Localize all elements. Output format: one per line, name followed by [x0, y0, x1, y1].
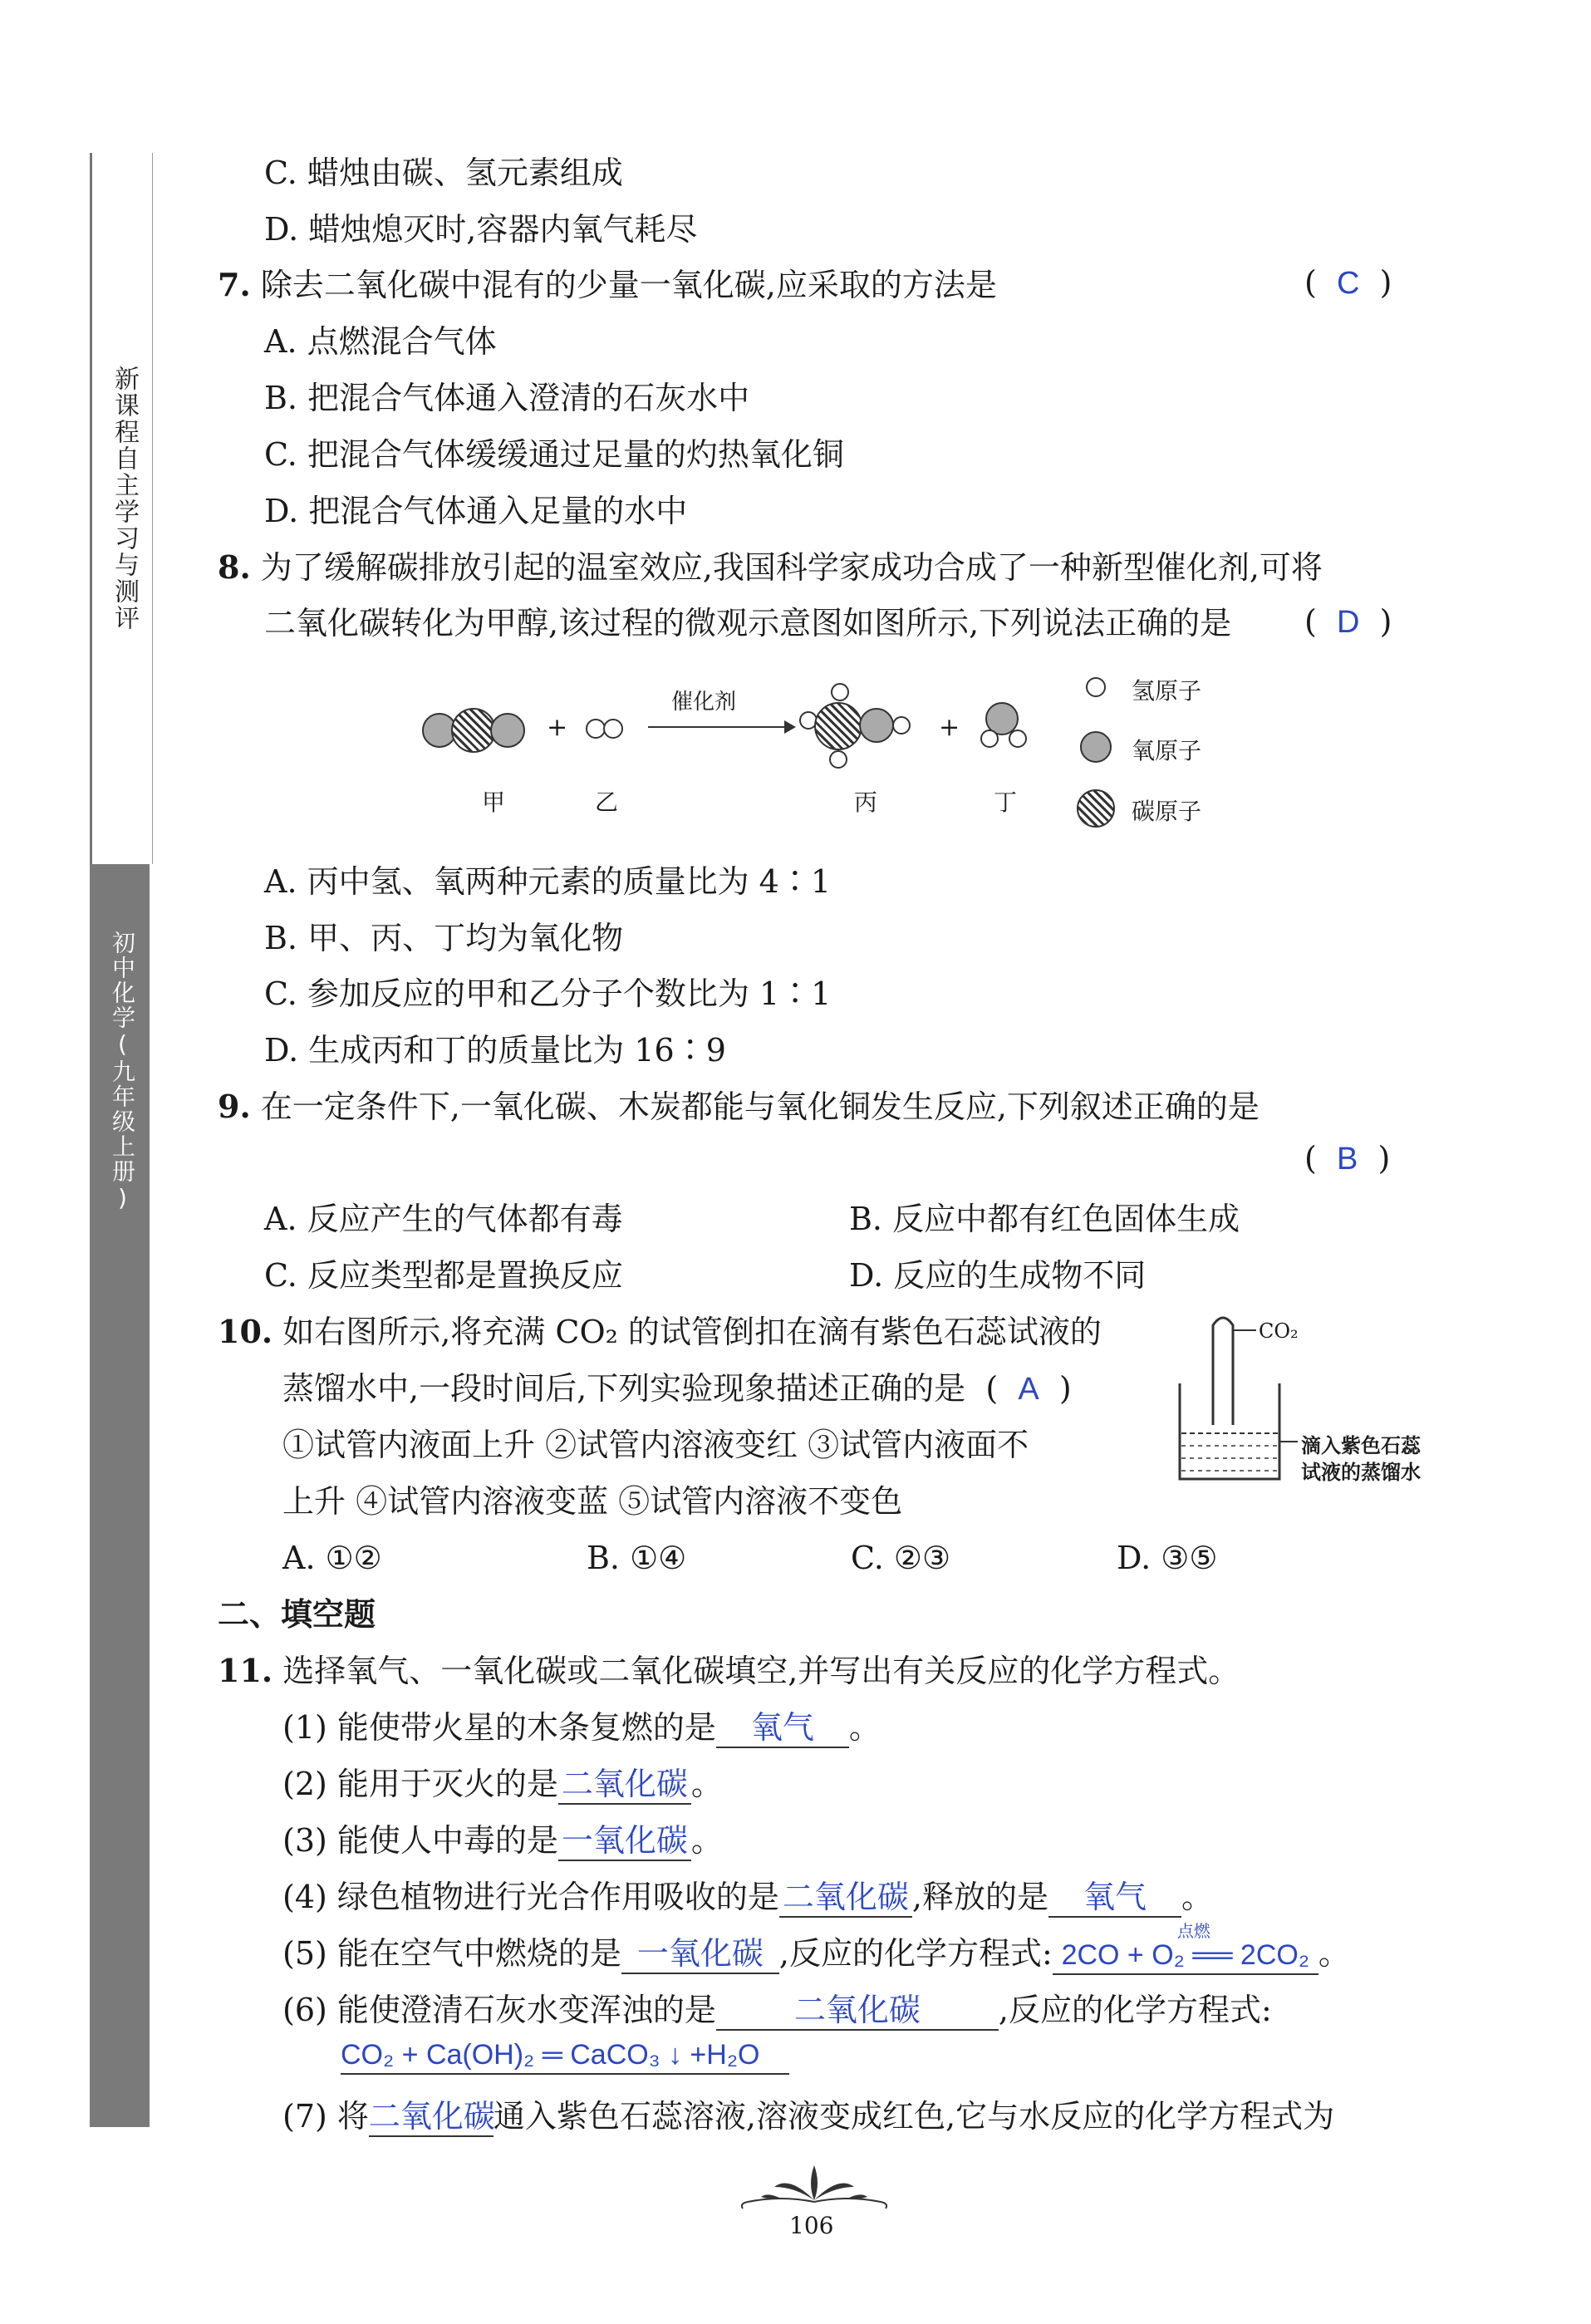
reaction-arrow-line: [648, 726, 789, 728]
q7-stem-text: 除去二氧化碳中混有的少量一氧化碳,应采取的方法是: [260, 267, 997, 303]
reaction-arrow-head: [784, 720, 796, 734]
q7-option-d: D. 把混合气体通入足量的水中: [264, 493, 688, 529]
section-2-title: 二、填空题: [218, 1596, 376, 1633]
q10-option-a: A. ①②: [282, 1540, 382, 1576]
q6-option-c: C. 蜡烛由碳、氢元素组成: [264, 155, 623, 191]
plus-sign-1: +: [547, 713, 568, 742]
q9-number: 9.: [218, 1088, 251, 1125]
q9-option-d: D. 反应的生成物不同: [849, 1257, 1147, 1294]
plus-sign-2: +: [939, 713, 960, 742]
q8-option-c: C. 参加反应的甲和乙分子个数比为 1∶1: [264, 975, 832, 1012]
label-yi: 乙: [595, 789, 619, 816]
bing-hydrogen-atom-right: [892, 716, 911, 735]
q10-option-c: C. ②③: [851, 1540, 951, 1576]
q11-part-3: (3) 能使人中毒的是 一氧化碳 。: [282, 1821, 723, 1861]
q9-option-b: B. 反应中都有红色固体生成: [849, 1201, 1240, 1237]
legend-hydrogen-label: 氢原子: [1132, 677, 1202, 705]
q8-option-a: A. 丙中氢、氧两种元素的质量比为 4∶1: [264, 863, 832, 900]
q8-option-d: D. 生成丙和丁的质量比为 16∶9: [264, 1032, 726, 1069]
q11-p5-condition: 点燃: [1176, 1923, 1210, 1941]
q11-p6-equation: CO₂ + Ca(OH)₂ ═ CaCO₃ ↓ +H₂O: [341, 2039, 760, 2071]
legend-oxygen-label: 氧原子: [1132, 737, 1202, 764]
q7-option-c: C. 把混合气体缓缓通过足量的灼热氧化铜: [264, 436, 844, 473]
legend-carbon-label: 碳原子: [1132, 798, 1202, 825]
page-number: 106: [789, 2212, 834, 2239]
q11-p7-answer: 二氧化碳: [368, 2100, 495, 2135]
jia-carbon-atom: [451, 708, 496, 753]
q11-stem: [218, 1652, 1240, 1690]
q8-stem-line1: [218, 548, 1323, 587]
q10-stem-text2: 蒸馏水中,一段时间后,下列实验现象描述正确的是: [282, 1370, 966, 1407]
sidebar-subject: 初中化学(九年级上册): [109, 931, 136, 1213]
label-ding: 丁: [994, 789, 1018, 816]
q10-statements-line1: ①试管内液面上升 ②试管内溶液变红 ③试管内液面不: [282, 1427, 1029, 1463]
q11-p5-answer: 一氧化碳: [636, 1937, 764, 1972]
q8-answer: D: [1336, 605, 1360, 640]
q10-stem-text1: 如右图所示,将充满 CO₂ 的试管倒扣在滴有紫色石蕊试液的: [282, 1314, 1102, 1350]
label-jia: 甲: [482, 789, 506, 816]
q7-answer: C: [1336, 266, 1360, 301]
q9-answer-paren: ( B ): [1304, 1140, 1391, 1177]
q11-p1-answer: 氧气: [750, 1711, 814, 1746]
q11-p4-answer-2: 氧气: [1083, 1880, 1147, 1915]
footer-ornament-icon: [731, 2159, 897, 2217]
jia-oxygen-atom-2: [490, 713, 525, 748]
legend-carbon-icon: [1077, 789, 1115, 828]
legend-oxygen-icon: [1080, 731, 1112, 763]
q11-p2-answer: 二氧化碳: [561, 1767, 688, 1802]
q10-number: 10.: [218, 1313, 273, 1350]
q11-part-4: (4) 绿色植物进行光合作用吸收的是 二氧化碳 ,释放的是 氧气 。: [282, 1878, 1213, 1918]
q9-stem: [218, 1088, 1260, 1126]
q10-figure-liquid-label-2: 试液的蒸馏水: [1301, 1461, 1421, 1484]
catalyst-label: 催化剂: [671, 690, 737, 715]
q7-number: 7.: [218, 266, 251, 303]
legend-hydrogen-icon: [1086, 677, 1106, 697]
yi-hydrogen-atom-2: [603, 719, 623, 739]
q11-part-5: (5) 能在空气中燃烧的是 一氧化碳 ,反应的化学方程式: 点燃 2CO + O₂ ══ 2CO₂ 。: [282, 1934, 1350, 1975]
q8-stem-line2: 二氧化碳转化为甲醇,该过程的微观示意图如图所示,下列说法正确的是: [264, 605, 1232, 641]
q11-part-6: (6) 能使澄清石灰水变浑浊的是 二氧化碳 ,反应的化学方程式:: [282, 1991, 1272, 2031]
q11-p3-answer: 一氧化碳: [561, 1824, 688, 1859]
q11-part-6-equation-line: [341, 2034, 789, 2075]
q11-part-2: (2) 能用于灭火的是 二氧化碳 。: [282, 1765, 723, 1805]
q7-option-b: B. 把混合气体通入澄清的石灰水中: [264, 380, 750, 416]
q10-answer: A: [1018, 1372, 1039, 1407]
bing-carbon-atom: [814, 702, 862, 750]
q10-figure-co2-label: CO₂: [1259, 1319, 1299, 1343]
q10-stem-line1: [218, 1313, 1102, 1351]
q11-p6-answer: 二氧化碳: [793, 1993, 921, 2028]
q11-number: 11.: [218, 1652, 273, 1689]
ding-hydrogen-atom-1: [980, 730, 999, 748]
q7-stem: [218, 266, 997, 304]
q6-option-d: D. 蜡烛熄灭时,容器内氧气耗尽: [264, 211, 698, 248]
q11-part-1: (1) 能使带火星的木条复燃的是 氧气 。: [282, 1708, 881, 1748]
q9-answer: B: [1336, 1142, 1358, 1177]
bing-hydrogen-atom-bottom: [829, 750, 847, 769]
q7-option-a: A. 点燃混合气体: [264, 323, 497, 360]
q10-stem-line2: 蒸馏水中,一段时间后,下列实验现象描述正确的是 ( A ): [282, 1370, 1072, 1407]
q10-statements-line2: 上升 ④试管内溶液变蓝 ⑤试管内溶液不变色: [282, 1483, 903, 1520]
q11-part-7: (7) 将二氧化碳通入紫色石蕊溶液,溶液变成红色,它与水反应的化学方程式为: [282, 2097, 1334, 2137]
q10-option-b: B. ①④: [587, 1540, 687, 1576]
q8-stem-text1: 为了缓解碳排放引起的温室效应,我国科学家成功合成了一种新型催化剂,可将: [260, 549, 1323, 586]
sidebar-book-title: 新课程自主学习与测评: [110, 366, 139, 631]
q9-option-a: A. 反应产生的气体都有毒: [264, 1201, 623, 1237]
label-bing: 丙: [854, 789, 878, 816]
ding-hydrogen-atom-2: [1009, 730, 1027, 748]
q11-p4-answer-1: 二氧化碳: [782, 1880, 909, 1915]
q9-option-c: C. 反应类型都是置换反应: [264, 1257, 623, 1294]
q11-p5-equation: 2CO + O₂ ══ 2CO₂: [1061, 1939, 1310, 1971]
q9-stem-text: 在一定条件下,一氧化碳、木炭都能与氧化铜发生反应,下列叙述正确的是: [260, 1088, 1260, 1125]
q7-answer-paren: ( C ): [1304, 264, 1392, 301]
bing-hydrogen-atom-top: [831, 683, 849, 701]
q10-figure-liquid-label-1: 滴入紫色石蕊: [1301, 1434, 1421, 1457]
q8-option-b: B. 甲、丙、丁均为氧化物: [264, 920, 624, 956]
q8-number: 8.: [218, 548, 251, 586]
q11-stem-text: 选择氧气、一氧化碳或二氧化碳填空,并写出有关反应的化学方程式。: [282, 1653, 1240, 1689]
q10-option-d: D. ③⑤: [1117, 1540, 1218, 1576]
q8-answer-paren: ( D ): [1304, 603, 1392, 640]
bing-oxygen-atom: [859, 708, 894, 743]
